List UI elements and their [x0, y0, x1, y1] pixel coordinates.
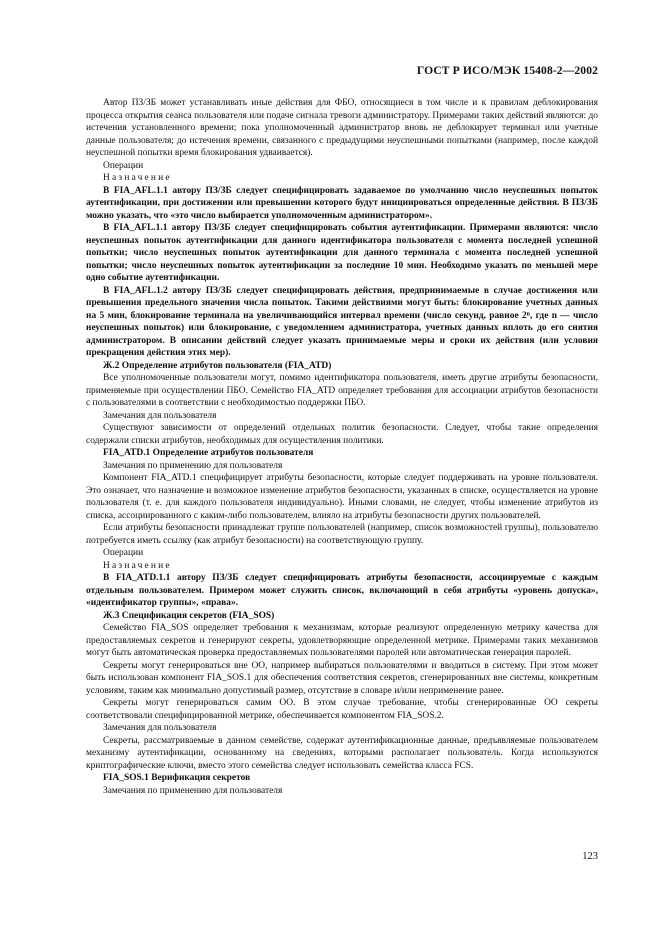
paragraph: Операции: [103, 548, 144, 558]
paragraph: Замечания по применению для пользователя: [103, 785, 283, 796]
paragraph: Автор ПЗ/ЗБ может устанавливать иные действия для ФБО, относящиеся в том числе и к правилам деблокирования процесса открытия сеанса пользователя или подаче сигнала тревоги администратору. Примерами таких действий являются: до истечения установленного времени; пока уполномоченный администратор вновь не деблокирует терминал или учетные данные пользователя; до истечения времени, связанного с предыдущими неуспешными попытками (например, после каждой неуспешной попытки время блокирования удваивается).: [86, 98, 598, 158]
paragraph: Назначение: [103, 173, 172, 183]
paragraph: Компонент FIA_ATD.1 специфицирует атрибуты безопасности, которые следует поддерживать на уровне пользователя. Это означает, что назначение и возможное изменение атрибутов безопасности, указанных в списке, осуществляется на уровне пользователя (т. е. для каждого пользователя индивидуально). Иными словами, не следует, чтобы изменение атрибутов из списка, ассоциированного с каким-либо пользователем, влияло на атрибуты безопасности других пользователей.: [86, 473, 598, 521]
paragraph: Секреты, рассматриваемые в данном семействе, содержат аутентификационные данные, предъявляемые пользователем механизму аутентификации, основанному на сведениях, которыми располагает пользователь. Когда используются криптографические ключи, вместо этого семейства следует использовать семейства класса FCS.: [86, 735, 598, 771]
paragraph: Ж.3 Спецификация секретов (FIA_SOS): [103, 610, 275, 621]
paragraph: FIA_ATD.1 Определение атрибутов пользователя: [103, 448, 314, 458]
paragraph: Секреты могут генерироваться самим ОО. В этом случае требование, чтобы сгенерированные ОО секреты соответствовали специфицированной метрике, обеспечивается компонентом FIA_SOS.2.: [86, 698, 598, 721]
paragraph: Ж.2 Определение атрибутов пользователя (FIA_ATD): [103, 360, 332, 371]
paragraph: В FIA_AFL.1.2 автору ПЗ/ЗБ следует специфицировать действия, предпринимаемые в случае достижения или превышения предельного значения числа попыток. Такими действиями могут быть: блокирование учетных данных на 5 мин, блокирование терминала на увеличивающийся интервал времени (число секунд, равное 2ⁿ, где n — число неуспешных попыток) или блокирование, с уведомлением администратора, учетных данных вплоть до его снятия администратором. В описании действий следует указать принимаемые меры и сроки их действия (или условия прекращения действия этих мер).: [86, 285, 598, 358]
paragraph: Операции: [103, 160, 144, 171]
paragraph: Назначение: [103, 560, 172, 571]
paragraph: Замечания для пользователя: [103, 723, 217, 733]
paragraph: В FIA_ATD.1.1 автору ПЗ/ЗБ следует специфицировать атрибуты безопасности, ассоциируемые с каждым отдельным пользователем. Примером может служить список, включающий в себя атрибуты «уровень допуска», «идентификатор группы», «права».: [86, 573, 598, 608]
paragraph: Замечания для пользователя: [103, 410, 217, 421]
standard-header: ГОСТ Р ИСО/МЭК 15408-2—2002: [416, 64, 598, 77]
paragraph: Секреты могут генерироваться вне ОО, например выбираться пользователями и вводиться в систему. При этом может быть использован компонент FIA_SOS.1 для обеспечения соответствия секретов, сгенерированных вне системы, конкретным условиям, таким как минимально допустимый размер, отсутствие в словаре и/или неприменение ранее.: [86, 660, 598, 696]
paragraph: В FIA_AFL.1.1 автору ПЗ/ЗБ следует специфицировать события аутентификации. Примерами являются: число неуспешных попыток аутентификации для данного идентификатора пользователя с момента последней успешной попытки; число неуспешных попыток аутентификации для данного терминала с момента последней успешной попытки; число неуспешных попыток аутентификации за последние 10 мин. Необходимо указать по меньшей мере одно событие аутентификации.: [86, 223, 598, 283]
paragraph: Замечания по применению для пользователя: [103, 460, 283, 471]
paragraph: FIA_SOS.1 Верификация секретов: [103, 773, 251, 783]
paragraph: В FIA_AFL.1.1 автору ПЗ/ЗБ следует специфицировать задаваемое по умолчанию число неуспешных попыток аутентификации, при достижении или превышении которого будут инициироваться определенные действия. В ПЗ/ЗБ можно указать, что «это число выбирается уполномоченным администратором».: [86, 185, 598, 221]
paragraph: Существуют зависимости от определений отдельных политик безопасности. Следует, чтобы такие определения содержали списки атрибутов, необходимых для осуществления политики.: [86, 423, 598, 446]
paragraph: Все уполномоченные пользователи могут, помимо идентификатора пользователя, иметь другие атрибуты безопасности, применяемые при осуществлении ПБО. Семейство FIA_ATD определяет требования для ассоциации атрибутов безопасности с пользователями в соответствии с необходимостью поддержки ПБО.: [86, 373, 598, 408]
page-number: 123: [582, 851, 598, 862]
paragraph: Семейство FIA_SOS определяет требования к механизмам, которые реализуют определенную метрику качества для предоставляемых секретов и генерируют секреты, удовлетворяющие определенной метрике. Примерами таких механизмов могут быть автоматическая проверка предоставляемых пользователями паролей или автоматическая генерация паролей.: [86, 623, 598, 658]
page-body: [86, 97, 598, 797]
paragraph: Если атрибуты безопасности принадлежат группе пользователей (например, список возможностей группы), пользователю потребуется иметь ссылку (как атрибут безопасности) на соответствующую группу.: [86, 523, 598, 546]
